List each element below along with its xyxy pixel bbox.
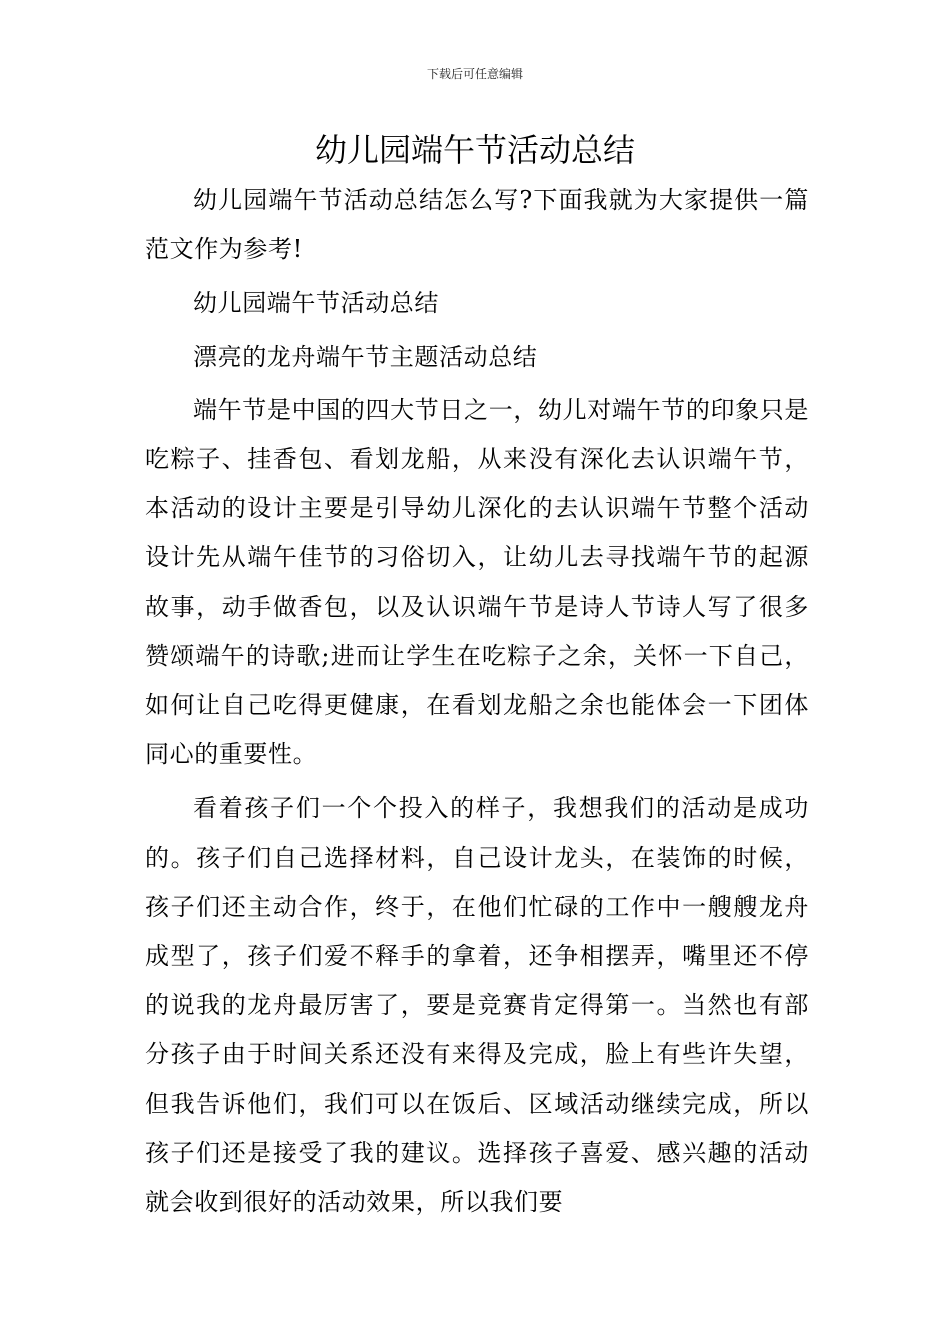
document-body	[145, 176, 809, 1227]
body-paragraph-2: 看着孩子们一个个投入的样子，我想我们的活动是成功的。孩子们自己选择材料，自己设计龙头，在装饰的时候，孩子们还主动合作，终于，在他们忙碌的工作中一艘艘龙舟成型了，孩子们爱不释手的拿着，还争相摆弄，嘴里还不停的说我的龙舟最厉害了，要是竞赛肯定得第一。当然也有部分孩子由于时间关系还没有来得及完成，脸上有些许失望，但我告诉他们，我们可以在饭后、区域活动继续完成，所以孩子们还是接受了我的建议。选择孩子喜爱、感兴趣的活动就会收到很好的活动效果，所以我们要	[145, 794, 809, 1217]
subtitle-paragraph: 幼儿园端午节活动总结	[193, 289, 439, 318]
theme-heading-paragraph: 漂亮的龙舟端午节主题活动总结	[193, 342, 538, 371]
body-paragraph-1: 端午节是中国的四大节日之一，幼儿对端午节的印象只是吃粽子、挂香包、看划龙船，从来没有深化去认识端午节，本活动的设计主要是引导幼儿深化的去认识端午节整个活动设计先从端午佳节的习俗切入，让幼儿去寻找端午节的起源故事，动手做香包，以及认识端午节是诗人节诗人写了很多赞颂端午的诗歌;进而让学生在吃粽子之余，关怀一下自己，如何让自己吃得更健康，在看划龙船之余也能体会一下团体同心的重要性。	[145, 395, 809, 769]
intro-paragraph: 幼儿园端午节活动总结怎么写?下面我就为大家提供一篇范文作为参考!	[145, 186, 809, 264]
document-title: 幼儿园端午节活动总结	[314, 131, 635, 169]
header-note: 下载后可任意编辑	[426, 67, 523, 81]
